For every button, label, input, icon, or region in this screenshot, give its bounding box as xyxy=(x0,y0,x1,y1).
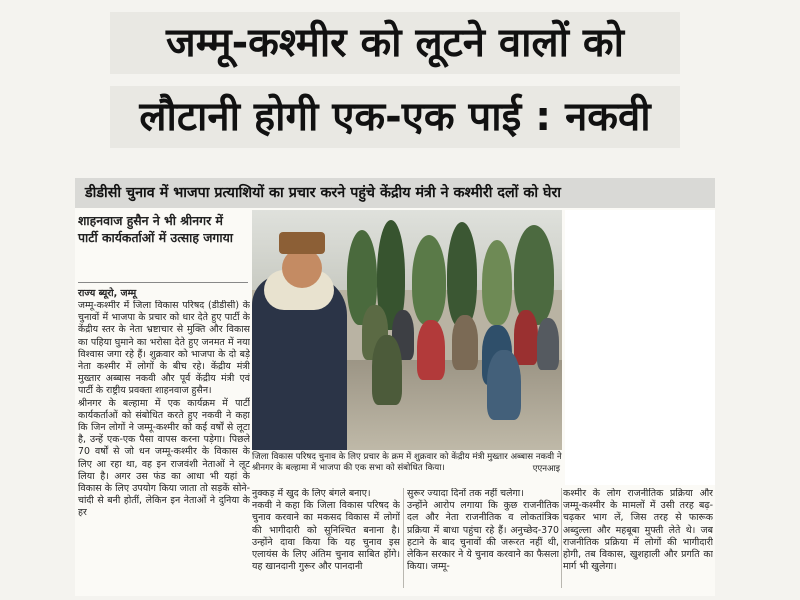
news-photo xyxy=(252,210,562,450)
column-divider xyxy=(403,488,404,588)
paragraph: नकवी ने कहा कि जिला विकास परिषद के चुनाव करवाने का मकसद विकास में लोगों की भागीदारी को सुनिश्चित बनाना है। उन्होंने दावा किया कि यह चुनाव इस एलायंस के लिए अंतिम चुनाव साबित होंगे। यह खानदानी गुरूर और पानदानी xyxy=(252,500,400,573)
paragraph: उन्होंने आरोप लगाया कि कुछ राजनीतिक दल और नेता राजनीतिक व लोकतांत्रिक प्रक्रिया में बाधा पहुंचा रहे हैं। अनुच्छेद-370 हटाने के बाद चुनावों की जरूरत नहीं थी, लेकिन सरकार ने ये चुनाव करवाने का फैसला किया। जम्मू- xyxy=(407,500,559,573)
article-column-2 xyxy=(252,488,400,588)
paragraph: जम्मू-कश्मीर में जिला विकास परिषद (डीडीसी) के चुनावों में भाजपा के प्रचार को धार देते हुए पार्टी के केंद्रीय स्तर के नेता भ्रष्टाचार से मुक्ति और विकास का पहिया घुमाने का भरोसा देते हुए जनमत में नया विश्वास जगा रहे हैं। शुक्रवार को भाजपा के दो बड़े नेता कश्मीर में लोगों के बीच रहे। केंद्रीय मंत्री मुख्तार अब्बास नकवी और पूर्व केंद्रीय मंत्री एवं पार्टी के राष्ट्रीय प्रवक्ता शाहनवाज हुसैन। xyxy=(78,300,250,397)
paragraph: सुरूर ज्यादा दिनों तक नहीं चलेगा। xyxy=(407,488,524,499)
article-column-4 xyxy=(563,488,713,588)
article-column-3 xyxy=(407,488,559,588)
blank-area xyxy=(565,210,715,485)
photo-credit: एएनआइ xyxy=(532,464,560,474)
caption-text: जिला विकास परिषद चुनाव के लिए प्रचार के क्रम में शुक्रवार को केंद्रीय मंत्री मुख्तार अब्बास नकवी ने श्रीनगर के बल्हामा में भाजपा की एक सभा को संबोधित किया। xyxy=(252,452,562,473)
photo-caption xyxy=(252,452,562,484)
paragraph: नुक्कड़ में खुद के लिए बंगले बनाए। xyxy=(252,488,371,499)
column-divider xyxy=(561,488,562,588)
article-column-1 xyxy=(78,300,250,588)
paragraph: कश्मीर के लोग राजनीतिक प्रक्रिया और जम्मू-कश्मीर के मामलों में उसी तरह बढ़-चढ़कर भाग लें, जिस तरह से फारूक अब्दुल्ला और महबूबा मुफ्ती लेते थे। जब राजनीतिक प्रक्रिया में लोगों की भागीदारी होगी, तब विकास, खुशहाली और प्रगति का मार्ग भी खुलेगा। xyxy=(563,488,713,573)
deck-headline: डीडीसी चुनाव में भाजपा प्रत्याशियों का प्रचार करने पहुंचे केंद्रीय मंत्री ने कश्मीरी दलों को घेरा xyxy=(75,178,715,208)
paragraph: श्रीनगर के बल्हामा में एक कार्यक्रम में पार्टी कार्यकर्ताओं को संबोधित करते हुए नकवी ने कहा कि जिन लोगों ने जम्मू-कश्मीर को कई वर्षों से लूटा है, उन्हें एक-एक पैसा वापस करना पड़ेगा। पिछले 70 वर्षों से जो धन जम्मू-कश्मीर के विकास के लिए आ रहा था, वह इन राजवंशी नेताओं ने लूट लिया है। अगर उस फंड का आधा भी यहां के विकास के लिए उपयोग किया जाता तो सड़कें सोने-चांदी से बनी होतीं, लेकिन इन नेताओं ने दुनिया के हर xyxy=(78,397,250,519)
headline-line-1: जम्मू-कश्मीर को लूटने वालों को xyxy=(110,12,680,74)
subheading: शाहनवाज हुसैन ने भी श्रीनगर में पार्टी कार्यकर्ताओं में उत्साह जगाया xyxy=(78,213,234,245)
byline: राज्य ब्यूरो, जम्मू xyxy=(78,282,248,299)
headline-line-2: लौटानी होगी एक-एक पाई : नकवी xyxy=(110,86,680,148)
